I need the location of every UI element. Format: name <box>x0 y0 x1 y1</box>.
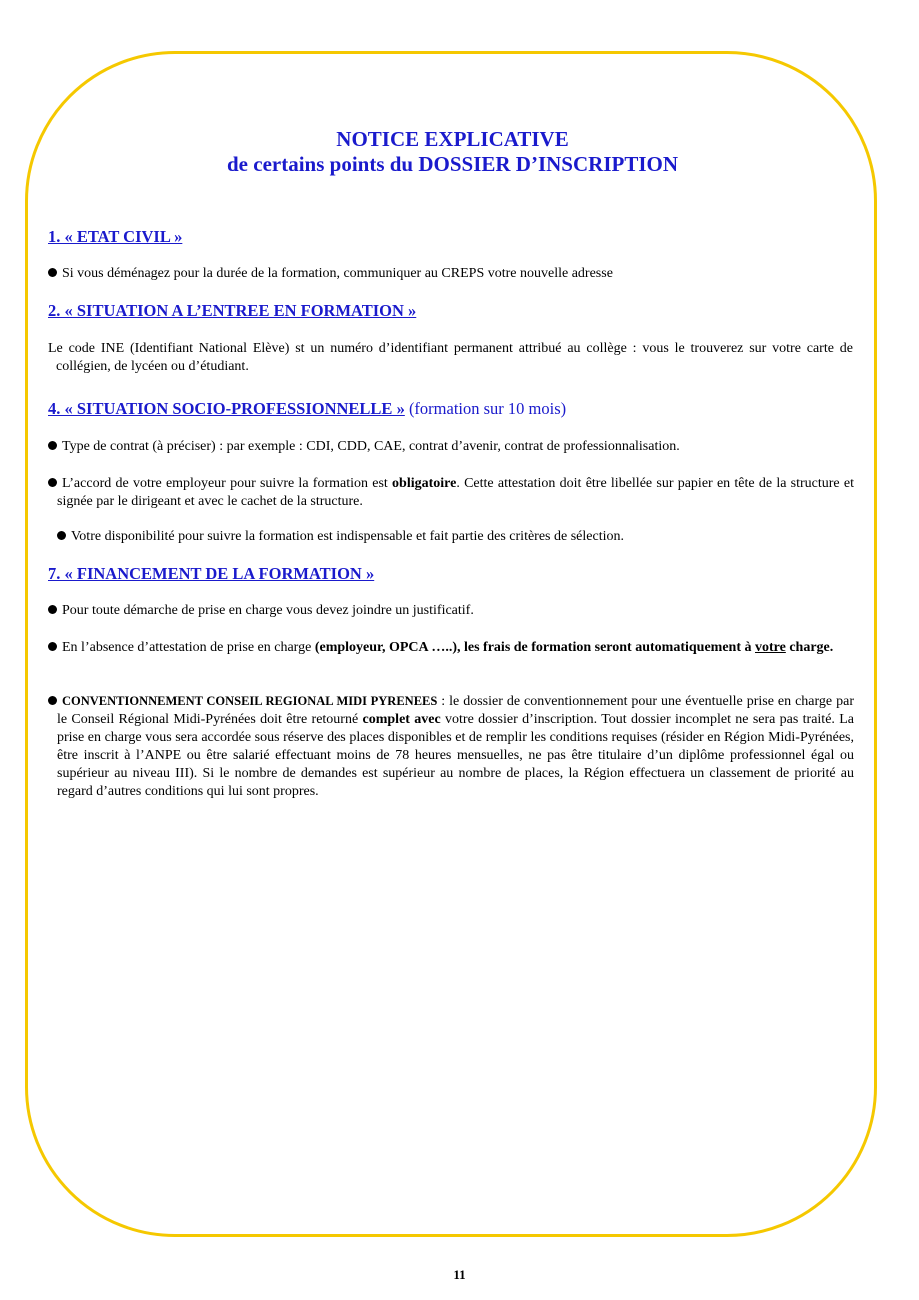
bullet-paragraph: Votre disponibilité pour suivre la formation est indispensable et fait partie des critères de sélection. <box>57 528 854 546</box>
bullet-icon <box>48 268 57 277</box>
bullet-paragraph: Si vous déménagez pour la durée de la formation, communiquer au CREPS votre nouvelle adresse <box>48 265 845 283</box>
bullet-paragraph: En l’absence d’attestation de prise en charge (employeur, OPCA …..), les frais de formation seront automatiquement à votre charge. <box>48 639 854 657</box>
ine-paragraph: Le code INE (Identifiant National Elève) st un numéro d’identifiant permanent attribué au collège : vous le trouverez sur votre carte de collégien, de lycéen ou d’étudiant. <box>48 341 853 374</box>
notice-title: NOTICE EXPLICATIVE <box>336 127 569 151</box>
page-number: 11 <box>453 1267 466 1282</box>
bullet-icon <box>48 696 57 705</box>
bullet-icon <box>48 478 57 487</box>
bullet-icon <box>48 642 57 651</box>
section-heading-socio-professionnelle: 4. « SITUATION SOCIO-PROFESSIONNELLE » (formation sur 10 mois) <box>48 399 567 418</box>
notice-subtitle: de certains points du DOSSIER D’INSCRIPTION <box>227 152 678 176</box>
bullet-paragraph: Type de contrat (à préciser) : par exemple : CDI, CDD, CAE, contrat d’avenir, contrat de professionnalisation. <box>48 438 845 456</box>
bullet-paragraph: CONVENTIONNEMENT CONSEIL REGIONAL MIDI PYRENEES : le dossier de conventionnement pour une éventuelle prise en charge par le Conseil Régional Midi-Pyrénées doit être retourné complet avec votre dossier d’inscription. Tout dossier incomplet ne sera pas traité. La prise en charge vous sera accordée sous réserve des places disponibles et de remplir les conditions requises (résider en Région Midi-Pyrénées, être inscrit à l’ANPE ou être salarié effectuant moins de 78 heures mensuelles, ne pas être titulaire d’un diplôme professionnel égal ou supérieur au niveau III). Si le nombre de demandes est supérieur au nombre de places, la Région effectuera un classement de priorité au regard d’autres conditions qui lui sont propres. <box>48 692 854 801</box>
section-heading-situation-entree: 2. « SITUATION A L’ENTREE EN FORMATION » <box>48 301 417 320</box>
bullet-icon <box>57 531 66 540</box>
section-heading-financement: 7. « FINANCEMENT DE LA FORMATION » <box>48 564 375 583</box>
bullet-paragraph: Pour toute démarche de prise en charge vous devez joindre un justificatif. <box>48 602 845 620</box>
section-heading-etat-civil: 1. « ETAT CIVIL » <box>48 227 183 246</box>
bullet-icon <box>48 605 57 614</box>
bullet-paragraph: L’accord de votre employeur pour suivre la formation est obligatoire. Cette attestation doit être libellée sur papier en tête de la structure et signée par le dirigeant et avec le cachet de la structure. <box>48 475 854 511</box>
bullet-icon <box>48 441 57 450</box>
